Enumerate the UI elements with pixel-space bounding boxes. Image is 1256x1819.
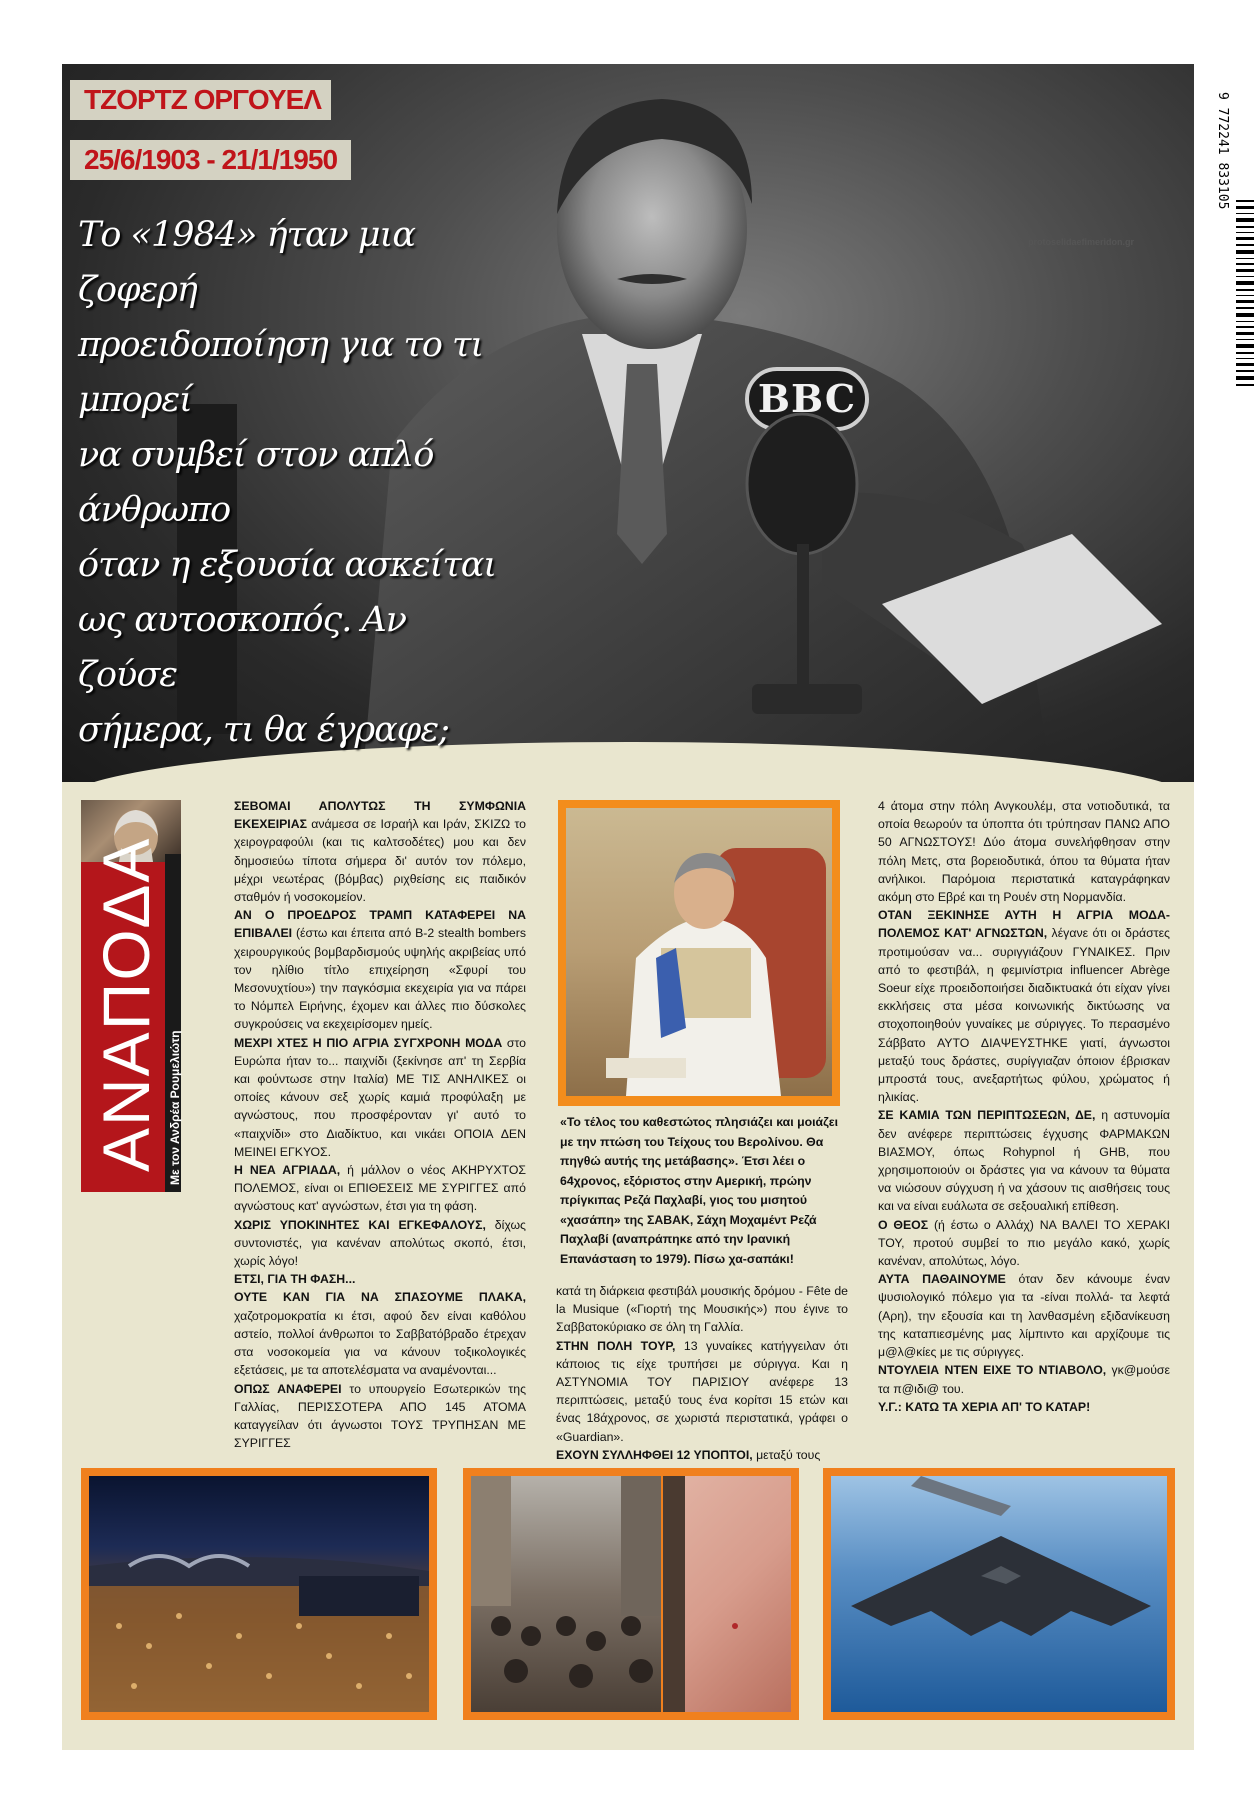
paragraph-text: ή μάλλον ο νέος ΑΚΗΡΥΧΤΟΣ ΠΟΛΕΜΟΣ, είναι οι ΕΠΙΘΕΣΕΙΣ ΜΕ ΣΥΡΙΓΓΕΣ από αγνώστους κατ' αγνώστων, έτσι για τη φάση.: [234, 1163, 526, 1214]
b2-bomber-photo: [831, 1476, 1167, 1712]
paragraph-lead: ΝΤΟΥΛΕΙΑ ΝΤΕΝ ΕΙΧΕ ΤΟ ΝΤΙΑΒΟΛΟ,: [878, 1363, 1107, 1378]
quote-line: σήμερα, τι θα έγραφε;: [78, 710, 449, 750]
paragraph: [878, 1270, 1170, 1361]
paragraph-lead: Υ.Γ.: ΚΑΤΩ ΤΑ ΧΕΡΙΑ ΑΠ' ΤΟ ΚΑΤΑΡ!: [878, 1399, 1091, 1414]
paragraph-text: δίχως συντονιστές, για κανέναν απολύτως σκοπό, έτσι, χωρίς λόγο!: [234, 1217, 526, 1269]
paragraph-text: (ή έστω ο Αλλάχ) ΝΑ ΒΑΛΕΙ ΤΟ ΧΕΡΑΚΙ ΤΟΥ, προτού συμβεί το πιο μεγάλο κακό, χωρίς κανέναν, απολύτως, λόγο.: [878, 1217, 1170, 1269]
quote-line: ως αυτοσκοπός. Αν ζούσε: [78, 600, 407, 695]
column-byline: Με τον Ανδρέα Ρουμελιώτη: [168, 1030, 182, 1185]
paragraph-text: (έστω και έπειτα από B-2 stealth bombers χειρουργικούς βομβαρδισμούς υψηλής ακριβείας υπό τον ηλίθιο τίτλο επιχείρηση «Σφυρί του Μεσονυχτίου») την παγκόσμια εκεχειρία για να πάρει το Νόμπελ Ειρήνης, έχομεν και άλλες πιο δύσκολες συγκρούσεις να εκεχειρίσομεν ημείς.: [234, 926, 526, 1032]
paragraph: [556, 1282, 848, 1337]
paragraph-text: 13 γυναίκες κατήγγειλαν ότι κάποιος τις είχε τρυπήσει με σύριγγα. Και η ΑΣΤΥΝΟΜΙΑ ΤΟΥ ΠΑΡΙΣΙΟΥ ανέφερε 13 περιπτώσεις, μεταξύ τους ένα κορίτσι 15 ετών και ένας 18άχρονος, σε χωριστά περιστατικά, γράφει ο «Guardian».: [556, 1338, 848, 1444]
quote-line: προειδοποίηση για το τι μπορεί: [78, 325, 484, 420]
paragraph-lead: ΧΩΡΙΣ ΥΠΟΚΙΝΗΤΕΣ ΚΑΙ ΕΓΚΕΦΑΛΟΥΣ,: [234, 1217, 486, 1232]
shah-portrait-illustration: [566, 808, 832, 1096]
paragraph: [234, 797, 526, 906]
paragraph-text: ανάμεσα σε Ισραήλ και Ιράν, ΣΚΙΖΩ το χειρογραφούλι (και τις καλτσοδέτες) μου και δεν δημοσιεύω τίποτα σήμερα δι' αυτόν τον πόλεμο, μέχρι νεωτέρας (βόμβας) ριχθείσης εις παιδικόν σταθμόν ή νοσοκομείον.: [234, 817, 526, 905]
paragraph: [556, 1446, 848, 1464]
quote-line: Το «1984» ήταν μια ζοφερή: [78, 215, 416, 310]
shah-photo: [566, 808, 832, 1096]
paragraph-lead: ΟΠΩΣ ΑΝΑΦΕΡΕΙ: [234, 1381, 342, 1396]
festival-crowd-photo: [89, 1476, 429, 1712]
dates-label: 25/6/1903 - 21/1/1950: [70, 140, 351, 180]
column-2: [556, 1282, 848, 1464]
paragraph-text: η αστυνομία δεν ανέφερε περιπτώσεις έγχυσης ΦΑΡΜΑΚΩΝ ΒΙΑΣΜΟΥ, όπως Rohypnol ή GHB, που χρησιμοποιούν οι δράστες για να κάνουν τα θύματα να νιώσουν σύγχυση ή να χάσουν τις αισθήσεις τους και να είναι ευάλωτα σε σεξουαλική επίθεση.: [878, 1108, 1170, 1214]
paragraph-lead: ΟΥΤΕ ΚΑΝ ΓΙΑ ΝΑ ΣΠΑΣΟΥΜΕ ΠΛΑΚΑ,: [234, 1290, 526, 1305]
paragraph-lead: ΟΤΑΝ ΞΕΚΙΝΗΣΕ ΑΥΤΗ Η ΑΓΡΙΑ ΜΟΔΑ-ΠΟΛΕΜΟΣ ΚΑΤ' ΑΓΝΩΣΤΩΝ,: [878, 908, 1170, 941]
paragraph: [878, 1216, 1170, 1271]
column-title: ΑΝΑΠΟΔΑ: [89, 836, 163, 1172]
bbc-mic-label: BBC: [757, 376, 857, 421]
paragraph-text: στο Ευρώπα ήταν το... παιχνίδι (ξεκίνησε απ' τη Σερβία και φούντωσε στην Ιταλία) ΜΕ ΤΙΣ ΑΝΗΛΙΚΕΣ οι οποίες κάνουν σεξ χωρίς καμιά προφύλαξη με αγνώστους, που προσφέρονταν γι' αυτό το «παιχνίδι» στο Διαδίκτυο, και νικάει ΟΠΟΙΑ ΔΕΝ ΜΕΙΝΕΙ ΕΓΚΥΟΣ.: [234, 1035, 527, 1159]
paragraph: [234, 1380, 526, 1453]
injection-mark-illustration: [663, 1476, 791, 1712]
shah-caption: «Το τέλος του καθεστώτος πλησιάζει και μοιάζει με την πτώση του Τείχους του Βερολίνου. Θα πηγθώ αυτής της μετάβασης». Έτσι λέει ο 64χρονος, εξόριστος στην Αμερική, πρώην πρίγκιπας Ρεζά Παχλαβί, γιος του μισητού «χασάπη» της ΣΑΒΑΚ, Σάχη Μοχαμέντ Ρεζά Παχλαβί (αναπράπηκε από την Ιρανική Επανάσταση το 1979). Πίσω χα-σαπάκι!: [560, 1115, 838, 1266]
paragraph-text: 4 άτομα στην πόλη Ανγκουλέμ, στα νοτιοδυτικά, τα οποία θεωρούν τα ύποπτα ότι τρύπησαν ΠΑΝΩ ΑΠΟ 50 ΑΓΝΩΣΤΟΥΣ! Δύο άτομα συνελήφθησαν στην πόλη Μετς, στα βορειοδυτικά, όπου τα θύματα ήταν ανήλικοι. Παρόμοια περιστατικά καταγράφηκαν ακόμη στο Εβρέ και τη Ρουέν στη Νορμανδία.: [878, 799, 1170, 905]
watermark: protoselidaefimeridon.gr: [1028, 237, 1135, 247]
paragraph-text: κατά τη διάρκεια φεστιβάλ μουσικής δρόμου - Fête de la Musique («Γιορτή της Μουσικής») που έγινε το Σαββατοκύριακο σε όλη τη Γαλλία.: [556, 1284, 848, 1335]
barcode-digits-wrap: [1212, 92, 1234, 242]
paragraph-text: λέγανε ότι οι δράστες προτιμούσαν να... συριγγιάζουν ΓΥΝΑΙΚΕΣ. Πριν από το φεστιβάλ, η φεμινίστρια influencer Abrège Soeur είχε προειδοποιήσει διαδικτυακά ότι είχαν γίνει εκκλήσεις στα μέσα κοινωνικής δικτύωσης να στοχοποιηθούν γυναίκες με σύριγγες. Το περασμένο Σάββατο ΑΥΤΟ ΔΙΑΨΕΥΣΤΗΚΕ γιατί, άγνωστοι μεταξύ τους δράστες, συρίγγιαζαν όποιον έβρισκαν μπροστά τους, ανεξαρτήτως φύλου, χρώματος ή ηλικίας.: [878, 926, 1170, 1105]
paragraph: [234, 1288, 526, 1379]
paragraph-text: μεταξύ τους: [752, 1447, 821, 1462]
injection-mark-photo: [663, 1476, 791, 1712]
paragraph-text: χαζοτρομοκρατία κι έτσι, αφού δεν είναι καθόλου αστείο, πολλοί άνθρωποι το Σαββατόβραδο έτρεχαν στα νοσοκομεία για να κάνουν τοξικολογικές εξετάσεις, με τα αποτελέσματα να αναμένονται...: [234, 1308, 526, 1378]
paragraph: [234, 1161, 526, 1216]
paragraph-text: γκ@μούσε τα π@ιδι@ του.: [878, 1363, 1170, 1396]
column-1: [234, 797, 526, 1452]
paragraph-lead: ΕΤΣΙ, ΓΙΑ ΤΗ ΦΑΣΗ...: [234, 1272, 356, 1287]
quote-line: όταν η εξουσία ασκείται: [78, 545, 497, 585]
paragraph: [878, 797, 1170, 906]
paragraph: [234, 1034, 526, 1161]
paragraph-lead: ΣΤΗΝ ΠΟΛΗ ΤΟΥΡ,: [556, 1338, 676, 1353]
paragraph-lead: Η ΝΕΑ ΑΓΡΙΑΔΑ,: [234, 1163, 341, 1178]
hero-quote: [78, 208, 498, 758]
paragraph-text: το υπουργείο Εσωτερικών της Γαλλίας, ΠΕΡΙΣΣΟΤΕΡΑ ΑΠΟ 145 ΑΤΟΜΑ καταγγείλαν ότι άγνωστοι ΤΟΥΣ ΤΡΥΠΗΣΑΝ ΜΕ ΣΥΡΙΓΓΕΣ: [234, 1381, 526, 1451]
paragraph-lead: ΕΧΟΥΝ ΣΥΛΛΗΦΘΕΙ 12 ΥΠΟΠΤΟΙ,: [556, 1447, 753, 1462]
paragraph: [556, 1337, 848, 1446]
paragraph-lead: ΜΕΧΡΙ ΧΤΕΣ Η ΠΙΟ ΑΓΡΙΑ ΣΥΓΧΡΟΝΗ ΜΟΔΑ: [234, 1035, 503, 1050]
paragraph-lead: ΣΕ ΚΑΜΙΑ ΤΩΝ ΠΕΡΙΠΤΩΣΕΩΝ, ΔΕ,: [878, 1108, 1096, 1123]
barcode: [1234, 92, 1256, 392]
paragraph: [878, 1106, 1170, 1215]
paragraph: [234, 1270, 526, 1288]
festival-crowd-illustration: [89, 1476, 429, 1712]
paragraph: [234, 906, 526, 1033]
paragraph-lead: ΑΥΤΑ ΠΑΘΑΙΝΟΥΜΕ: [878, 1272, 1006, 1287]
paragraph: [234, 1216, 526, 1271]
paragraph-lead: ΣΕΒΟΜΑΙ ΑΠΟΛΥΤΩΣ ΤΗ ΣΥΜΦΩΝΙΑ ΕΚΕΧΕΙΡΙΑΣ: [234, 799, 526, 832]
name-label: ΤΖΟΡΤΖ ΟΡΓΟΥΕΛ: [70, 80, 331, 120]
paragraph-lead: Ο ΘΕΟΣ: [878, 1217, 929, 1232]
paragraph-lead: ΑΝ Ο ΠΡΟΕΔΡΟΣ ΤΡΑΜΠ ΚΑΤΑΦΕΡΕΙ ΝΑ ΕΠΙΒΑΛΕΙ: [234, 908, 526, 941]
paragraph: [878, 1398, 1170, 1416]
barcode-digits: 9 772241 833105: [1215, 92, 1230, 210]
paragraph-text: όταν δεν κάνουμε έναν ψυσιολογικό πόλεμο για τα -είναι πολλά- τα λεφτά (Αρη), την εξουσία και τη λανθασμένη εξιδανίκευση της καταπιεσμένης μας λίμπιντο και αρχίζουμε τις μ@λ@κίες με τις σύριγγες.: [878, 1272, 1170, 1360]
column-3: [878, 797, 1170, 1416]
quote-line: να συμβεί στον απλό άνθρωπο: [78, 435, 434, 530]
paragraph: [878, 1361, 1170, 1397]
street-crowd-illustration: [471, 1476, 661, 1712]
street-crowd-photo: [471, 1476, 661, 1712]
b2-bomber-illustration: [831, 1476, 1167, 1712]
paragraph: [878, 906, 1170, 1106]
